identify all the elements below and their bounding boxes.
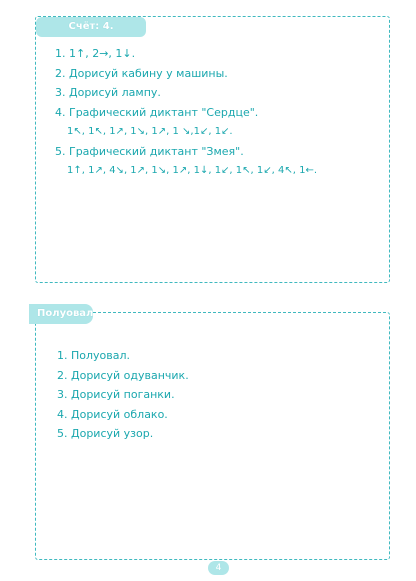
task-list-bottom bbox=[57, 346, 189, 444]
task-item: 3. Дорисуй лампу. bbox=[55, 86, 161, 99]
task-item: 5. Графический диктант "Змея". bbox=[55, 144, 244, 158]
page-number: 4 bbox=[208, 561, 229, 575]
dictation-sequence: 1↖, 1↖, 1↗, 1↘, 1↗, 1 ↘,1↙, 1↙. bbox=[67, 126, 233, 137]
task-item: 1. Полуовал. bbox=[57, 349, 131, 362]
task-item: 2. Дорисуй одуванчик. bbox=[57, 368, 189, 382]
task-item: 1. 1↑, 2→, 1↓. bbox=[55, 47, 136, 60]
dictation-sequence: 1↑, 1↗, 4↘, 1↗, 1↘, 1↗, 1↓, 1↙, 1↖, 1↙, 4↖, 1←. bbox=[67, 165, 318, 176]
task-item: 4. Графический диктант "Сердце". bbox=[55, 105, 259, 119]
task-item: 4. Дорисуй облако. bbox=[57, 407, 168, 421]
task-item: 3. Дорисуй поганки. bbox=[57, 388, 175, 401]
task-item: 2. Дорисуй кабину у машины. bbox=[55, 66, 228, 80]
task-list-top bbox=[55, 44, 317, 181]
task-item: 5. Дорисуй узор. bbox=[57, 427, 154, 440]
section-tab-half-oval: Полуовал bbox=[29, 304, 93, 324]
section-tab-count: Счёт: 4. bbox=[36, 17, 146, 37]
